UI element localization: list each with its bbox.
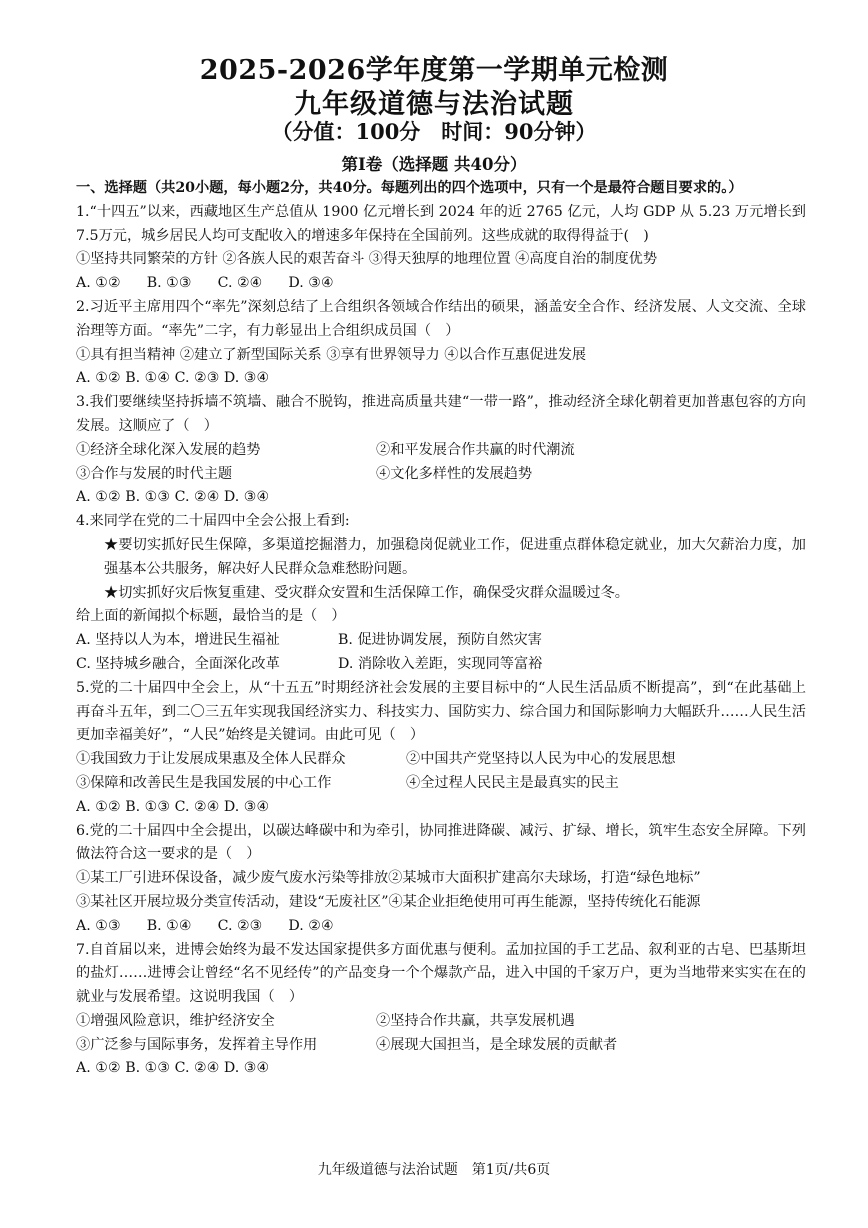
choice-a: A. ①② (76, 275, 121, 292)
choice-d: D. 消除收入差距，实现同等富裕 (338, 655, 543, 672)
question-3-stem: 3.我们要继续坚持拆墙不筑墙、融合不脱钩，推进高质量共建“一带一路”，推动经济全球化朝着更加普惠包容的方向发展。这顺应了（ ） (76, 394, 806, 434)
question-6-options-line1: ①某工厂引进环保设备，减少废气废水污染等排放②某城市大面积扩建高尔夫球场，打造“绿色地标” (76, 870, 701, 887)
question-4-stem: 4.来同学在党的二十届四中全会公报上看到: (76, 513, 350, 530)
question-4-item-1: ★要切实抓好民生保障，多渠道挖掘潜力，加强稳岗促就业工作，促进重点群体稳定就业，加大欠薪治力度，加强基本公共服务，解决好人民群众急难愁盼问题。 (104, 536, 806, 577)
option-1: ①经济全球化深入发展的趋势 (76, 441, 261, 458)
option-2: ②中国共产党坚持以人民为中心的发展思想 (406, 751, 676, 768)
question-4-choices-row1 (76, 629, 806, 653)
question-5-options-row2 (76, 772, 806, 796)
exam-body (76, 177, 806, 1081)
choice-a: A. ①③ (76, 917, 121, 934)
question-3-choices: A. ①② B. ①③ C. ②④ D. ③④ (76, 489, 270, 506)
question-2-stem: 2.习近平主席用四个“率先”深刻总结了上合组织各领域合作结出的硕果，涵盖安全合作、经济发展、人文交流、全球治理等方面。“率先”二字，有力彰显出上合组织成员国（ ） (76, 298, 806, 339)
question-1-choices (76, 272, 806, 296)
question-6-stem: 6.党的二十届四中全会提出，以碳达峰碳中和为牵引，协同推进降碳、减污、扩绿、增长，筑牢生态安全屏障。下列做法符合这一要求的是（ ） (76, 822, 806, 863)
option-3: ③合作与发展的时代主题 (76, 465, 233, 482)
option-1: ①增强风险意识，维护经济安全 (76, 1012, 275, 1029)
question-7-stem: 7.自首届以来，进博会始终为最不发达国家提供多方面优惠与便利。孟加拉国的手工艺品、叙利亚的古皂、巴基斯坦的盐灯……进博会让曾经“名不见经传”的产品变身一个个爆款产品，进入中国的千家万户，更为当地带来实实在在的就业与发展希望。这说明我国（ ） (76, 941, 806, 1006)
question-5-choices: A. ①② B. ①③ C. ②④ D. ③④ (76, 798, 270, 815)
question-4-item-2: ★切实抓好灾后恢复重建、受灾群众安置和生活保障工作，确保受灾群众温暖过冬。 (104, 584, 629, 601)
question-5-options-row1 (76, 748, 806, 772)
question-7-choices: A. ①② B. ①③ C. ②④ D. ③④ (76, 1060, 270, 1077)
choice-b: B. ①③ (146, 275, 192, 292)
question-4-question: 给上面的新闻拟个标题，最恰当的是（ ） (76, 608, 346, 625)
option-4: ④文化多样性的发展趋势 (376, 465, 533, 482)
question-4-choices-row2 (76, 653, 806, 677)
choice-c: C. ②④ (217, 275, 263, 292)
question-5-stem: 5.党的二十届四中全会上，从“十五五”时期经济社会发展的主要目标中的“人民生活品质不断提高”，到“在此基础上再奋斗五年，到二〇三五年实现我国经济实力、科技实力、国防实力、综合国力和国际影响力大幅跃升……人民生活更加幸福美好”，“人民”始终是关键词。由此可见（ ） (76, 679, 806, 744)
choice-a: A. 坚持以人为本，增进民生福祉 (76, 632, 280, 649)
question-1-stem: 1.“十四五”以来，西藏地区生产总值从 1900 亿元增长到 2024 年的近 2765 亿元，人均 GDP 从 5.23 万元增长到 7.5万元，城乡居民人均可支配收入的增速多年保持在全国前列。这些成就的取得得益于( ) (76, 203, 806, 244)
choice-d: D. ③④ (288, 275, 334, 292)
question-7-options-row1 (76, 1010, 806, 1034)
option-3: ③保障和改善民生是我国发展的中心工作 (76, 774, 332, 791)
option-1: ①我国致力于让发展成果惠及全体人民群众 (76, 751, 346, 768)
question-2-choices: A. ①② B. ①④ C. ②③ D. ③④ (76, 370, 270, 387)
question-6-choices (76, 915, 806, 939)
choice-c: C. 坚持城乡融合，全面深化改革 (76, 655, 280, 672)
choice-b: B. ①④ (146, 917, 192, 934)
page-footer: 九年级道德与法治试题 第1页/共6页 (317, 1162, 551, 1178)
option-2: ②坚持合作共赢，共享发展机遇 (376, 1012, 575, 1029)
choice-c: C. ②③ (217, 917, 263, 934)
choice-b: B. 促进协调发展，预防自然灾害 (338, 632, 542, 649)
choice-d: D. ②④ (288, 917, 334, 934)
section-instruction: 一、选择题（共20小题，每小题2分，共40分。每题列出的四个选项中，只有一个是最符合题目要求的。） (76, 180, 743, 196)
question-2-options: ①具有担当精神 ②建立了新型国际关系 ③享有世界领导力 ④以合作互惠促进发展 (76, 346, 587, 363)
option-4: ④全过程人民民主是最真实的民主 (406, 774, 619, 791)
option-4: ④展现大国担当，是全球发展的贡献者 (376, 1036, 618, 1053)
question-3-options-row1 (76, 439, 806, 463)
section-title: 第Ⅰ卷（选择题 共40分） (341, 155, 527, 174)
exam-title-line1: 2025-2026学年度第一学期单元检测 (199, 55, 669, 86)
exam-title-line2: 九年级道德与法治试题 (294, 89, 574, 120)
question-1-options: ①坚持共同繁荣的方针 ②各族人民的艰苦奋斗 ③得天独厚的地理位置 ④高度自治的制度优势 (76, 251, 658, 268)
question-7-options-row2 (76, 1034, 806, 1058)
question-3-options-row2 (76, 463, 806, 487)
exam-subtitle: （分值：100分 时间：90分钟） (271, 119, 597, 144)
option-2: ②和平发展合作共赢的时代潮流 (376, 441, 575, 458)
question-6-options-line2: ③某社区开展垃圾分类宣传活动，建设“无废社区”④某企业拒绝使用可再生能源，坚持传统化石能源 (76, 893, 701, 910)
option-3: ③广泛参与国际事务，发挥着主导作用 (76, 1036, 318, 1053)
